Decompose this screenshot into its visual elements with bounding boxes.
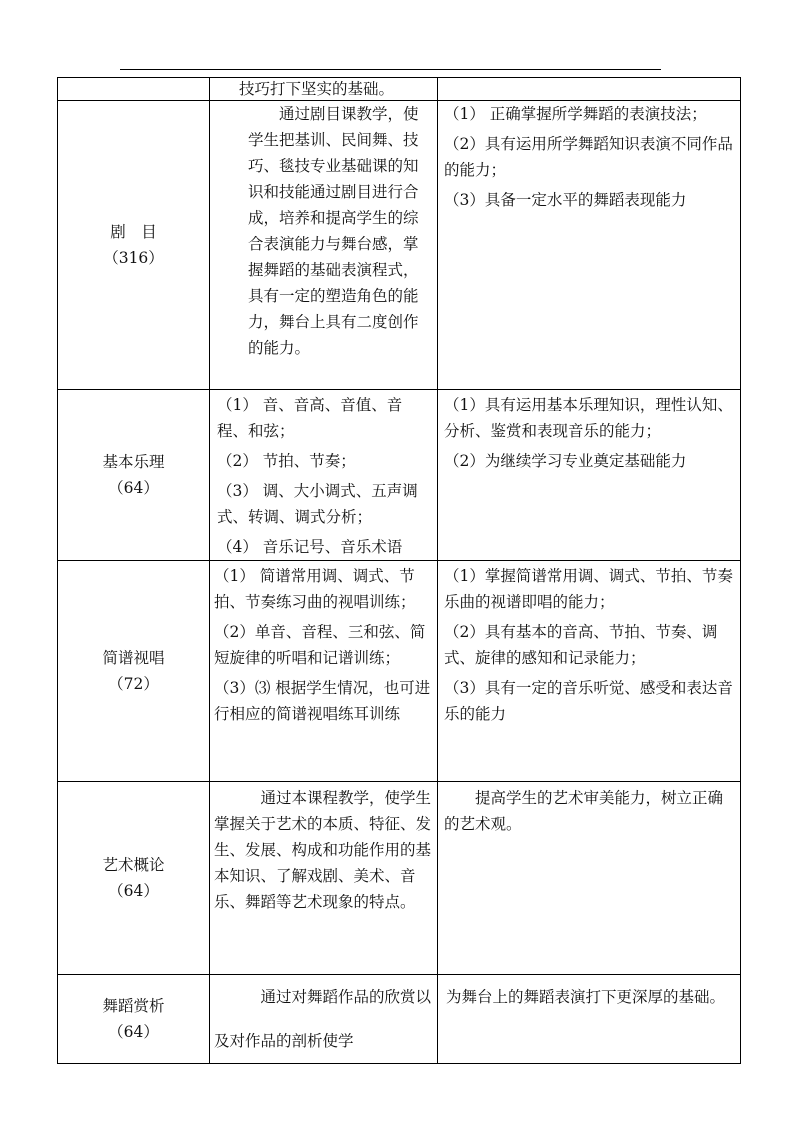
table-row [58,975,741,1064]
course-name-cell [58,101,210,390]
content-text: 通过对舞蹈作品的欣赏以及对作品的剖析使学 [214,988,432,1050]
course-hours: （64） [108,1023,159,1041]
table-row [58,561,741,782]
course-hours: （72） [108,675,159,693]
content-text: 通过本课程教学，使学生掌握关于艺术的本质、特征、发生、发展、构成和功能作用的基本知识、了解戏剧、美术、音乐、舞蹈等艺术现象的特点。 [214,789,432,911]
header-rule [120,69,661,70]
table-row [58,782,741,975]
goal-item: （3）具备一定水平的舞蹈表现能力 [444,191,687,209]
goal-item: （2）具有基本的音高、节拍、节奏、调式、旋律的感知和记录能力； [444,623,718,667]
goal-item: （3）具有一定的音乐听觉、感受和表达音乐的能力 [444,679,733,723]
course-name: 艺术概论 [102,856,165,874]
course-goals-cell [438,101,741,390]
content-item: （4） 音乐记号、音乐术语 [217,538,403,556]
course-content-cell [210,101,438,390]
course-goals-cell [438,782,741,975]
course-name-cell [58,390,210,561]
table-row [58,101,741,390]
course-name: 舞蹈赏析 [102,997,165,1015]
goal-item: （1） 正确掌握所学舞蹈的表演技法； [444,105,707,123]
course-name-cell [58,78,210,101]
course-goals-cell [438,975,741,1064]
course-name: 剧 目 [110,223,157,241]
goal-text: 为舞台上的舞蹈表演打下更深厚的基础。 [446,988,726,1006]
course-name-cell [58,782,210,975]
course-table [57,77,741,1064]
course-content-cell [210,78,438,101]
content-item: （3） 调、大小调式、五声调式、转调、调式分析； [217,482,418,526]
table-row [58,78,741,101]
content-text: 通过剧目课教学，使学生把基训、民间舞、技巧、毯技专业基础课的知识和技能通过剧目进行合成，培养和提高学生的综合表演能力与舞台感，掌握舞蹈的基础表演程式，具有一定的塑造角色的能力，舞台上具有二度创作的能力。 [248,105,419,357]
content-text: 技巧打下坚实的基础。 [239,80,395,98]
course-goals-cell [438,561,741,782]
content-item: （3）⑶ 根据学生情况，也可进行相应的简谱视唱练耳训练 [214,679,431,723]
course-name-cell [58,561,210,782]
content-item: （2） 节拍、节奏； [217,452,356,470]
goal-item: （2）具有运用所学舞蹈知识表演不同作品的能力； [444,135,733,179]
course-goals-cell [438,78,741,101]
content-item: （1） 简谱常用调、调式、节拍、节奏练习曲的视唱训练； [214,567,416,611]
course-content-cell [210,561,438,782]
course-content-cell [210,782,438,975]
course-hours: （64） [108,882,159,900]
goal-item: （1）掌握简谱常用调、调式、节拍、节奏乐曲的视谱即唱的能力； [444,567,733,611]
table-row [58,390,741,561]
course-hours: （64） [108,479,159,497]
course-name: 基本乐理 [102,453,165,471]
content-item: （1） 音、音高、音值、音程、和弦； [217,396,403,440]
course-name: 简谱视唱 [102,649,165,667]
course-goals-cell [438,390,741,561]
goal-item: （2）为继续学习专业奠定基础能力 [444,452,687,470]
goal-item: （1）具有运用基本乐理知识，理性认知、分析、鉴赏和表现音乐的能力； [444,396,733,440]
content-item: （2）单音、音程、三和弦、简短旋律的听唱和记谱训练； [214,623,426,667]
course-content-cell [210,390,438,561]
course-content-cell [210,975,438,1064]
goal-text: 提高学生的艺术审美能力，树立正确的艺术观。 [444,789,724,833]
course-name-cell [58,975,210,1064]
course-hours: （316） [103,249,164,267]
